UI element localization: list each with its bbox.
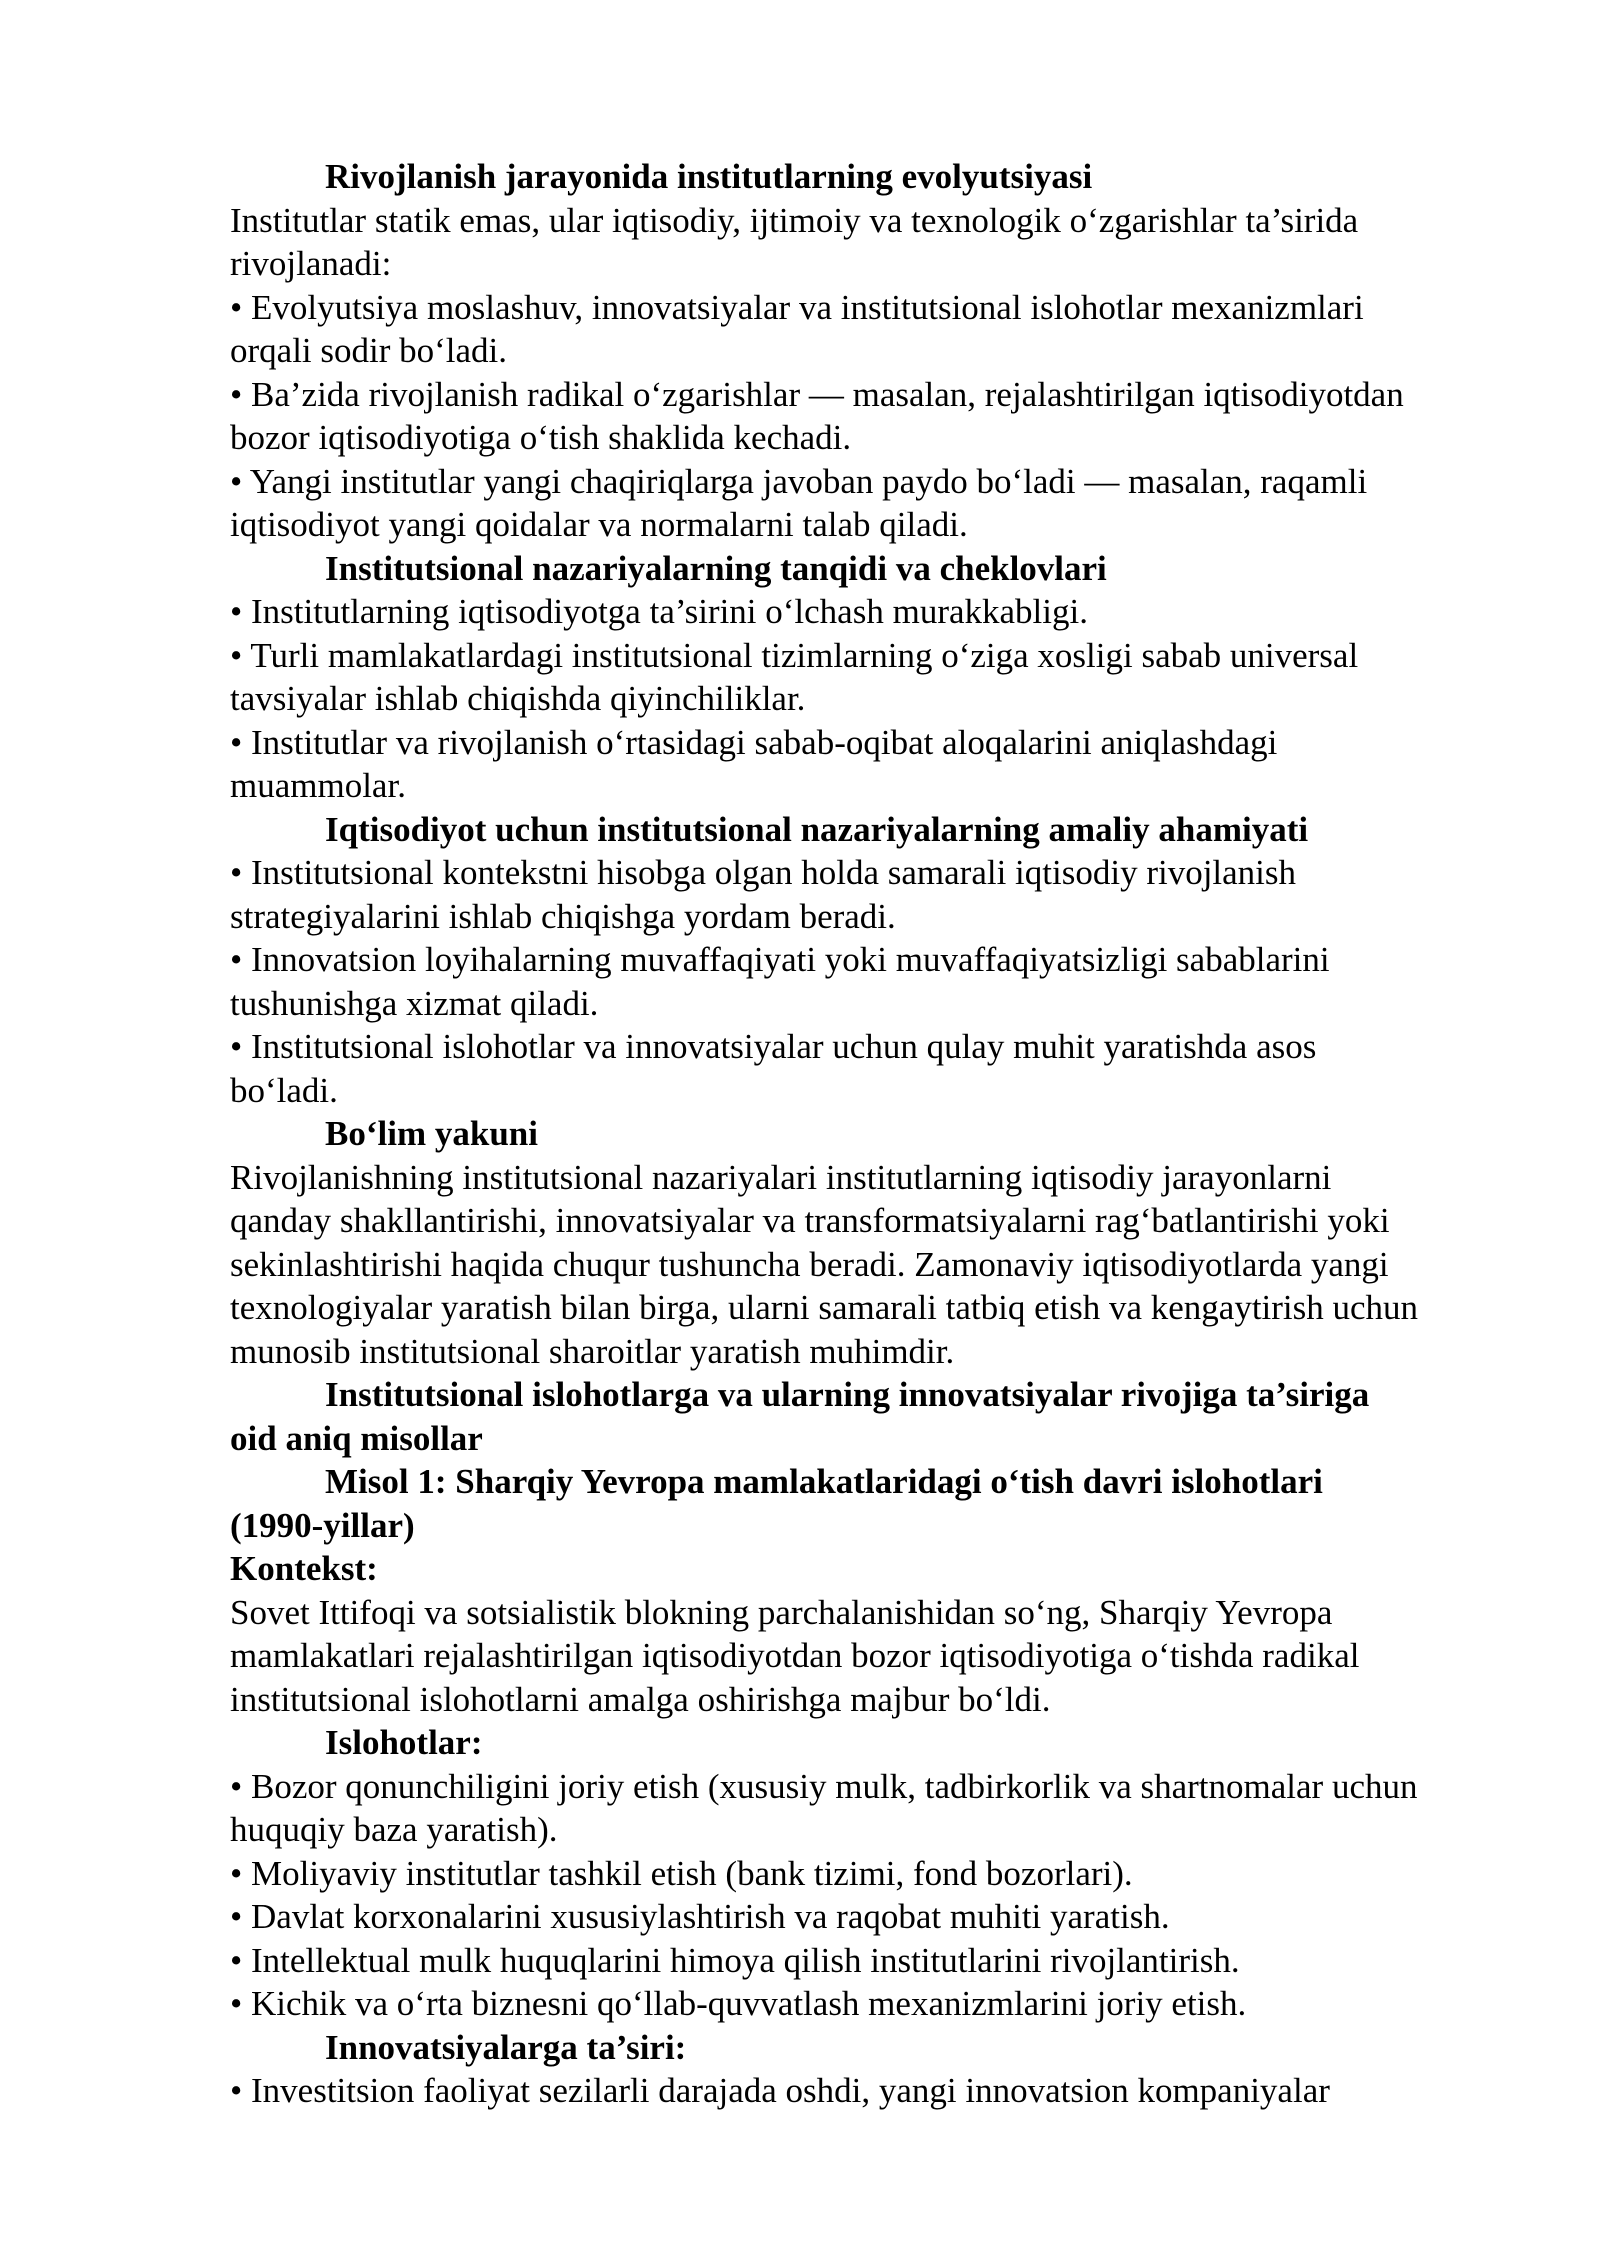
paragraph-line: tushunishga xizmat qiladi. — [230, 983, 599, 1023]
paragraph-line: munosib institutsional sharoitlar yaratish muhimdir. — [230, 1331, 955, 1371]
paragraph-line: strategiyalarini ishlab chiqishga yordam beradi. — [230, 896, 896, 936]
paragraph-line: muammolar. — [230, 766, 406, 805]
section-heading-line: Kontekst: — [230, 1549, 378, 1588]
section-heading-line: Rivojlanish jarayonida institutlarning evolyutsiyasi — [325, 157, 1093, 196]
section-heading-line: Bo‘lim yakuni — [325, 1114, 538, 1153]
paragraph-line: • Davlat korxonalarini xususiylashtirish va raqobat muhiti yaratish. — [230, 1897, 1170, 1936]
section-heading-line: Misol 1: Sharqiy Yevropa mamlakatlaridagi o‘tish davri islohotlari — [325, 1462, 1323, 1501]
paragraph-line: bozor iqtisodiyotiga o‘tish shaklida kechadi. — [230, 418, 852, 457]
paragraph-line: • Institutlarning iqtisodiyotga ta’sirini o‘lchash murakkabligi. — [230, 592, 1088, 631]
paragraph-line: Institutlar statik emas, ular iqtisodiy, ijtimoiy va texnologik o‘zgarishlar ta’sirida — [230, 200, 1359, 240]
section-heading-line: Islohotlar: — [325, 1723, 483, 1762]
paragraph-line: Sovet Ittifoqi va sotsialistik blokning parchalanishidan so‘ng, Sharqiy Yevropa — [230, 1592, 1333, 1632]
paragraph-line: bo‘ladi. — [230, 1070, 338, 1110]
paragraph-line: • Moliyaviy institutlar tashkil etish (bank tizimi, fond bozorlari). — [230, 1853, 1133, 1893]
section-heading-line: Innovatsiyalarga ta’siri: — [325, 2027, 687, 2067]
section-heading-line: Institutsional islohotlarga va ularning innovatsiyalar rivojiga ta’siriga — [325, 1375, 1370, 1414]
paragraph-line: • Intellektual mulk huquqlarini himoya qilish institutlarini rivojlantirish. — [230, 1940, 1240, 1980]
paragraph-line: orqali sodir bo‘ladi. — [230, 331, 508, 370]
section-heading-line: Iqtisodiyot uchun institutsional nazariyalarning amaliy ahamiyati — [325, 809, 1309, 849]
paragraph-line: • Innovatsion loyihalarning muvaffaqiyati yoki muvaffaqiyatsizligi sabablarini — [230, 940, 1330, 979]
paragraph-line: • Yangi institutlar yangi chaqiriqlarga javoban paydo bo‘ladi — masalan, raqamli — [230, 461, 1368, 501]
paragraph-line: sekinlashtirishi haqida chuqur tushuncha beradi. Zamonaviy iqtisodiyotlarda yangi — [230, 1244, 1389, 1284]
paragraph-line: • Institutsional kontekstni hisobga olgan holda samarali iqtisodiy rivojlanish — [230, 853, 1297, 892]
paragraph-line: • Bozor qonunchiligini joriy etish (xususiy mulk, tadbirkorlik va shartnomalar uchun — [230, 1766, 1418, 1806]
paragraph-line: • Ba’zida rivojlanish radikal o‘zgarishlar — masalan, rejalashtirilgan iqtisodiyotdan — [230, 374, 1404, 414]
paragraph-line: • Kichik va o‘rta biznesni qo‘llab-quvvatlash mexanizmlarini joriy etish. — [230, 1984, 1247, 2023]
paragraph-line: iqtisodiyot yangi qoidalar va normalarni talab qiladi. — [230, 505, 968, 544]
paragraph-line: • Evolyutsiya moslashuv, innovatsiyalar va institutsional islohotlar mexanizmlari — [230, 287, 1364, 327]
paragraph-line: tavsiyalar ishlab chiqishda qiyinchiliklar. — [230, 679, 806, 718]
section-heading-line: Institutsional nazariyalarning tanqidi va cheklovlari — [325, 548, 1107, 588]
paragraph-line: • Institutsional islohotlar va innovatsiyalar uchun qulay muhit yaratishda asos — [230, 1027, 1317, 1066]
paragraph-line: texnologiyalar yaratish bilan birga, ularni samarali tatbiq etish va kengaytirish uchun — [230, 1288, 1419, 1327]
paragraph-line: institutsional islohotlarni amalga oshirishga majbur bo‘ldi. — [230, 1679, 1051, 1719]
paragraph-line: qanday shakllantirishi, innovatsiyalar va transformatsiyalarni rag‘batlantirishi yoki — [230, 1201, 1390, 1240]
paragraph-line: mamlakatlari rejalashtirilgan iqtisodiyotdan bozor iqtisodiyotiga o‘tishda radikal — [230, 1636, 1360, 1675]
paragraph-line: Rivojlanishning institutsional nazariyalari institutlarning iqtisodiy jarayonlarni — [230, 1157, 1332, 1197]
document-page — [230, 155, 1494, 2113]
paragraph-line: rivojlanadi: — [230, 244, 392, 283]
paragraph-line: huquqiy baza yaratish). — [230, 1810, 558, 1849]
paragraph-line: • Investitsion faoliyat sezilarli darajada oshdi, yangi innovatsion kompaniyalar — [230, 2071, 1330, 2110]
paragraph-line: • Institutlar va rivojlanish o‘rtasidagi sabab-oqibat aloqalarini aniqlashdagi — [230, 722, 1278, 762]
section-heading-line: oid aniq misollar — [230, 1418, 483, 1458]
paragraph-line: • Turli mamlakatlardagi institutsional tizimlarning o‘ziga xosligi sabab universal — [230, 635, 1359, 675]
section-heading-line: (1990-yillar) — [230, 1505, 415, 1545]
